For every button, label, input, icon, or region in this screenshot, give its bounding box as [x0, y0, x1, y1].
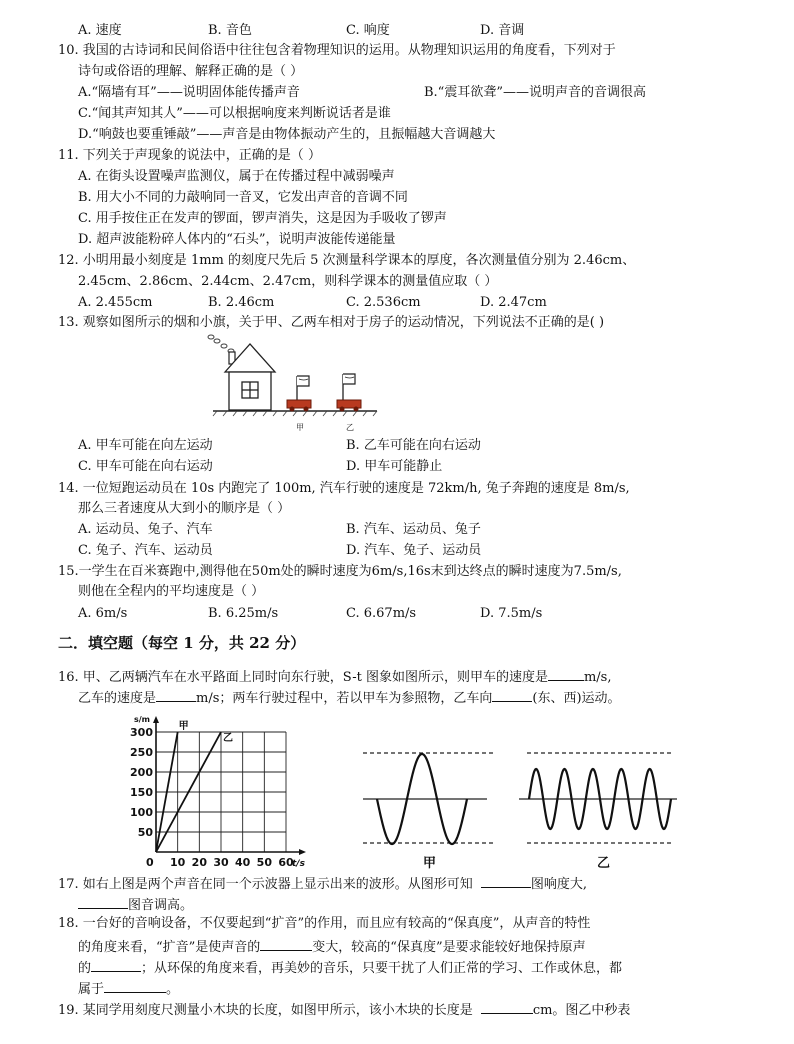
q12-stem-line1: 12. 小明用最小刻度是 1mm 的刻度尺先后 5 次测量科学课本的厚度，各次测量值分别为 2.46cm、 [58, 253, 636, 268]
q18-line3 [78, 957, 622, 978]
y-tick-label: 50 [137, 826, 153, 839]
q15-option-d: D. 7.5m/s [480, 606, 543, 621]
waveform-figure [355, 745, 695, 870]
q13-label-jia: 甲 [296, 423, 304, 432]
q15-stem-line2: 则他在全程内的平均速度是（ ） [78, 584, 265, 599]
q16-blank-direction[interactable] [492, 687, 532, 702]
q11-option-a: A. 在街头设置噪声监测仪，属于在传播过程中减弱噪声 [78, 169, 395, 184]
q14-stem-line2: 那么三者速度从大到小的顺序是（ ） [78, 501, 291, 516]
x-tick-label: 30 [213, 856, 229, 869]
q12-option-b: B. 2.46cm [208, 295, 275, 310]
q15-option-c: C. 6.67m/s [346, 606, 417, 621]
q19-line1-text: 19. 某同学用刻度尺测量小木块的长度，如图甲所示，该小木块的长度是 [58, 1003, 473, 1018]
q13-option-a: A. 甲车可能在向左运动 [78, 438, 213, 453]
q18-blank-fidelity[interactable] [91, 957, 141, 972]
q9-option-d: D. 音调 [480, 23, 525, 38]
y-axis-label: s/m [134, 715, 151, 724]
q16-line1 [58, 666, 611, 687]
x-tick-label: 20 [191, 856, 207, 869]
q16-line2-text-b: m/s；两车行驶过程中，若以甲车为参照物，乙车向 [196, 691, 493, 706]
waveform-label-yi: 乙 [597, 856, 611, 870]
section-title-fill-in: 二．填空题（每空 1 分，共 22 分） [58, 634, 306, 652]
q16-blank-jia-speed[interactable] [548, 666, 584, 681]
q18-line1: 18. 一台好的音响设备，不仅要起到“扩音”的作用，而且应有较高的“保真度”，从声音的特性 [58, 916, 591, 931]
y-axis-arrow [153, 716, 159, 723]
q18-line2-text-a: 的角度来看，“扩音”是使声音的 [78, 940, 261, 955]
q14-option-a: A. 运动员、兔子、汽车 [78, 522, 213, 537]
q9-option-c: C. 响度 [346, 23, 390, 38]
q11-option-b: B. 用大小不同的力敲响同一音叉，它发出声音的音调不同 [78, 190, 408, 205]
q13-option-d: D. 甲车可能静止 [346, 459, 443, 474]
waveform-label-jia: 甲 [423, 856, 437, 870]
q14-option-d: D. 汽车、兔子、运动员 [346, 543, 482, 558]
q17-blank-loudness[interactable] [481, 873, 531, 888]
q18-line2-text-b: 变大，较高的“保真度”是要求能较好地保持原声 [312, 940, 586, 955]
x-tick-label: 0 [146, 856, 154, 869]
q10-stem-line1: 10. 我国的古诗词和民间俗语中往往包含着物理知识的运用。从物理知识运用的角度看，下列对于 [58, 43, 616, 58]
x-tick-label: 60 [278, 856, 294, 869]
q11-option-c: C. 用手按住正在发声的锣面，锣声消失，这是因为手吸收了锣声 [78, 211, 447, 226]
q18-line4-text-b: 。 [166, 982, 180, 997]
q18-line4-text-a: 属于 [78, 982, 105, 997]
q16-blank-yi-speed[interactable] [156, 687, 196, 702]
q17-line1-tail: 图响度大, [530, 877, 587, 892]
q17-line1-text: 17. 如右上图是两个声音在同一个示波器上显示出来的波形。从图形可知 [58, 877, 473, 892]
q10-option-c: C.“闻其声知其人”——可以根据响度来判断说话者是谁 [78, 106, 391, 121]
q12-option-c: C. 2.536cm [346, 295, 421, 310]
q16-line2-text-c: (东、西)运动。 [532, 691, 621, 706]
q10-option-b: B.“震耳欲聋”——说明声音的音调很高 [424, 85, 646, 100]
y-tick-label: 300 [130, 726, 153, 739]
st-chart [126, 712, 310, 872]
q18-line3-text-a: 的 [78, 961, 92, 976]
q9-option-a: A. 速度 [78, 23, 122, 38]
q14-stem-line1: 14. 一位短跑运动员在 10s 内跑完了 100m, 汽车行驶的速度是 72km/h, 兔子奔跑的速度是 8m/s, [58, 481, 630, 496]
q19-line1 [58, 999, 630, 1020]
q10-option-d: D.“响鼓也要重锤敲”——声音是由物体振动产生的，且振幅越大音调越大 [78, 127, 496, 142]
q17-blank-pitch[interactable] [78, 894, 128, 909]
q17-line2-text: 图音调高。 [128, 898, 194, 913]
q16-line2-text-a: 乙车的速度是 [78, 691, 157, 706]
y-tick-label: 150 [130, 786, 153, 799]
q13-house-cars-figure [205, 332, 385, 437]
x-tick-label: 50 [256, 856, 272, 869]
x-tick-label: 40 [235, 856, 251, 869]
car-yi-icon [337, 374, 361, 412]
y-tick-label: 250 [130, 746, 153, 759]
q18-blank-amplify[interactable] [260, 936, 312, 951]
q9-option-b: B. 音色 [208, 23, 252, 38]
q12-stem-line2: 2.45cm、2.86cm、2.44cm、2.47cm，则科学课本的测量值应取（ ） [78, 274, 498, 289]
q12-option-a: A. 2.455cm [78, 295, 153, 310]
q17-line2 [78, 894, 193, 915]
q13-option-c: C. 甲车可能在向右运动 [78, 459, 213, 474]
q12-option-d: D. 2.47cm [480, 295, 547, 310]
q10-stem-line2: 诗句或俗语的理解、解释正确的是（ ） [78, 64, 304, 79]
y-tick-label: 100 [130, 806, 153, 819]
q19-line1-tail: cm。图乙中秒表 [532, 1003, 631, 1018]
y-tick-label: 200 [130, 766, 153, 779]
q13-option-b: B. 乙车可能在向右运动 [346, 438, 481, 453]
q14-option-b: B. 汽车、运动员、兔子 [346, 522, 481, 537]
q18-line2 [78, 936, 586, 957]
q11-stem: 11. 下列关于声现象的说法中，正确的是（ ） [58, 148, 321, 163]
q15-option-a: A. 6m/s [78, 606, 128, 621]
q15-option-b: B. 6.25m/s [208, 606, 279, 621]
q16-line2 [78, 687, 621, 708]
q16-line1-text: 16. 甲、乙两辆汽车在水平路面上同时向东行驶，S-t 图象如图所示，则甲车的速度是 [58, 670, 548, 685]
q13-label-yi: 乙 [346, 423, 354, 432]
series-label-yi: 乙 [223, 733, 233, 744]
q18-blank-noise[interactable] [104, 978, 166, 993]
q10-option-a: A.“隔墙有耳”——说明固体能传播声音 [78, 85, 300, 100]
waveform-jia [363, 753, 495, 844]
x-axis-label: t/s [292, 859, 305, 869]
waveform-yi [519, 753, 677, 843]
q16-line1-unit: m/s, [583, 670, 612, 685]
x-axis-arrow [299, 849, 306, 855]
q14-option-c: C. 兔子、汽车、运动员 [78, 543, 213, 558]
series-label-jia: 甲 [178, 721, 189, 732]
q19-blank-length[interactable] [481, 999, 533, 1014]
q11-option-d: D. 超声波能粉碎人体内的“石头”，说明声波能传递能量 [78, 232, 396, 247]
q15-stem-line1: 15.一学生在百米赛跑中,测得他在50m处的瞬时速度为6m/s,16s末到达终点的瞬时速度为7.5m/s, [58, 564, 622, 579]
smoke-icon [208, 335, 234, 353]
q18-line3-text-b: ；从环保的角度来看，再美妙的音乐，只要干扰了人们正常的学习、工作或休息，都 [141, 961, 623, 976]
car-jia-icon [287, 376, 311, 412]
q13-stem: 13. 观察如图所示的烟和小旗，关于甲、乙两车相对于房子的运动情况，下列说法不正确的是( ) [58, 315, 605, 330]
q18-line4 [78, 978, 179, 999]
x-tick-label: 10 [170, 856, 186, 869]
q17-line1 [58, 873, 587, 894]
